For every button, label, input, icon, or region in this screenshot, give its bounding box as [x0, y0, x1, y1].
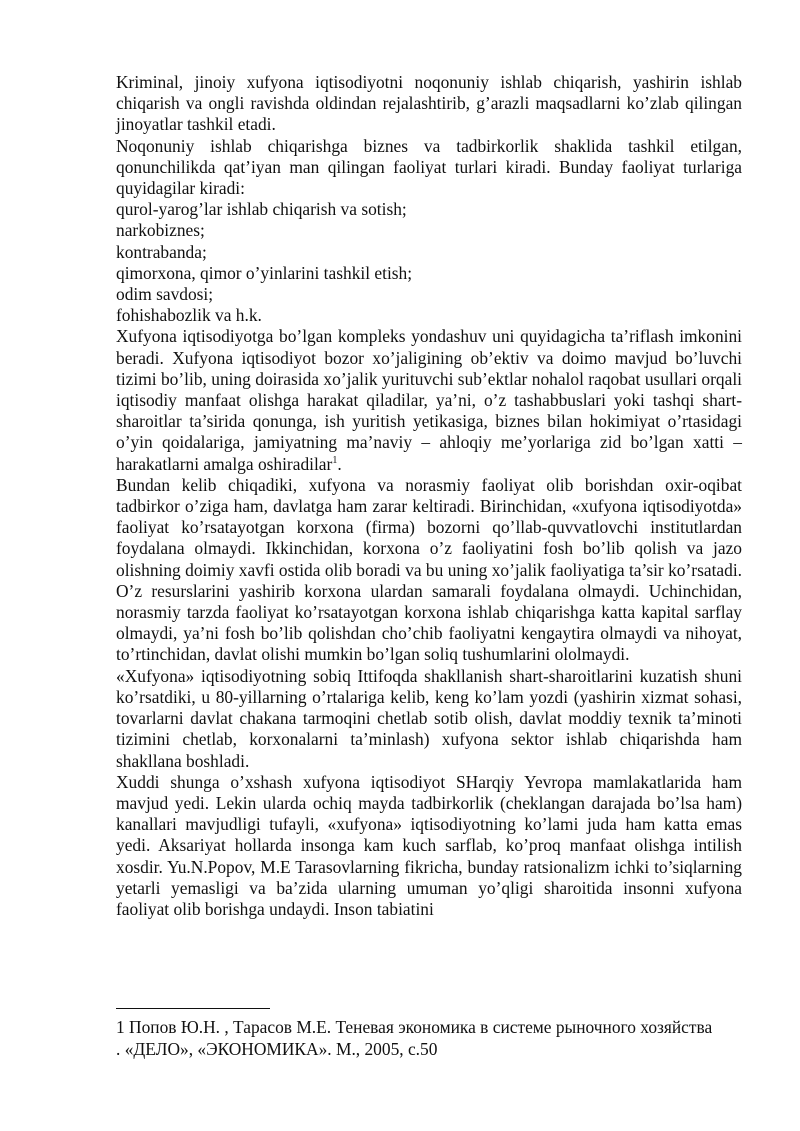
list-item: narkobiznes;	[116, 220, 205, 241]
paragraph-tail: .	[337, 453, 342, 474]
list-item: qurol-yarog’lar ishlab chiqarish va sotish;	[116, 199, 407, 220]
list-item: odim savdosi;	[116, 284, 214, 305]
paragraph-text: Xufyona iqtisodiyotga bo’lgan kompleks yondashuv uni quyidagicha ta’riflash imkonini beradi. Xufyona iqtisodiyot bozor xo’jaligining ob’ektiv va doimo mavjud bo’luvchi tizimi bo’lib, uning doirasida xo’jalik yurituvchi sub’ektlar nohalol raqobat usullari orqali iqtisodiy manfaat olishga harakat qiladilar, ya’ni, o’z tashabbuslari yoki tashqi shart-sharoitlar ta’sirida qonunga, ish yuritish yetikasiga, biznes bilan hokimiyat o’rtasidagi o’yin qoidalariga, jamiyatning ma’naviy – ahloqiy me’yorlariga zid bo’lgan xatti – harakatlarni amalga oshiradilar	[116, 326, 742, 474]
paragraph: Xuddi shunga o’xshash xufyona iqtisodiyot SHarqiy Yevropa mamlakatlarida ham mavjud yedi. Lekin ularda ochiq mayda tadbirkorlik (cheklangan darajada bo’lsa ham) kanallari mavjudligi tufayli, «xufyona» iqtisodiyotning ko’lami juda ham katta emas yedi. Aksariyat hollarda insonga kam kuch sarflab, ko’proq manfaat olishga intilish xosdir. Yu.N.Popov, M.E Tarasovlarning fikricha, bunday ratsionalizm ichki to’siqlarning yetarli yemasligi va ba’zida ularning umuman yo’qligi sharoitida insonni xufyona faoliyat olib borishga undaydi. Inson tabiatini	[116, 771, 742, 919]
list-item: kontrabanda;	[116, 241, 207, 262]
paragraph: Noqonuniy ishlab chiqarishga biznes va tadbirkorlik shaklida tashkil etilgan, qonunchilikda qat’iyan man qilingan faoliyat turlari kiradi. Bunday faoliyat turlariga quyidagilar kiradi:	[116, 135, 742, 199]
paragraph: Bundan kelib chiqadiki, xufyona va norasmiy faoliyat olib borishdan oxir-oqibat tadbirkor o’ziga ham, davlatga ham zarar keltiradi. Birinchidan, «xufyona iqtisodiyotda» faoliyat ko’rsatayotgan korxona (firma) bozorni qo’llab-quvvatlovchi institutlardan foydalana olmaydi. Ikkinchidan, korxona o’z faoliyatini fosh bo’lib qolish va jazo olishning doimiy xavfi ostida olib boradi va bu uning xo’jalik faoliyatiga ta’sir ko’rsatadi. O’z resurslarini yashirib korxona ulardan samarali foydalana olmaydi. Uchinchidan, norasmiy tarzda faoliyat ko’rsatayotgan korxona ishlab chiqarishga katta kapital sarflay olmaydi, ya’ni fosh bo’lib qolishdan cho’chib faoliyatni kengaytira olmaydi va nihoyat, to’rtinchidan, davlat olishi mumkin bo’lgan soliq tushumlarini ololmaydi.	[116, 474, 742, 665]
paragraph: Kriminal, jinoiy xufyona iqtisodiyotni noqonuniy ishlab chiqarish, yashirin ishlab chiqarish va ongli ravishda oldindan rejalashtirib, g’arazli maqsadlarni ko’zlab qilingan jinoyatlar tashkil etadi.	[116, 72, 742, 135]
footnote-separator	[116, 1008, 270, 1009]
paragraph-with-footnote	[116, 326, 742, 474]
paragraph: «Xufyona» iqtisodiyotning sobiq Ittifoqda shakllanish shart-sharoitlarini kuzatish shuni ko’rsatdiki, u 80-yillarning o’rtalariga kelib, keng ko’lam yozdi (yashirin xizmat sohasi, tovarlarni davlat chakana tarmoqini chetlab sotib olish, davlat moddiy texnik ta’minoti tizimini chetlab, korxonalarni ta’minlash) xufyona sektor ishlab chiqarishda ham shakllana boshladi.	[116, 665, 742, 771]
body-text	[116, 72, 742, 920]
footnote-reference[interactable]: 1	[332, 454, 338, 466]
footnote: 1 Попов Ю.Н. , Тарасов М.Е. Теневая экономика в системе рыночного хозяйства . «ДЕЛО», «ЭКОНОМИКА». М., 2005, с.50	[116, 1017, 713, 1059]
list-item: qimorxona, qimor o’yinlarini tashkil etish;	[116, 262, 413, 283]
list-item: fohishabozlik va h.k.	[116, 305, 262, 326]
